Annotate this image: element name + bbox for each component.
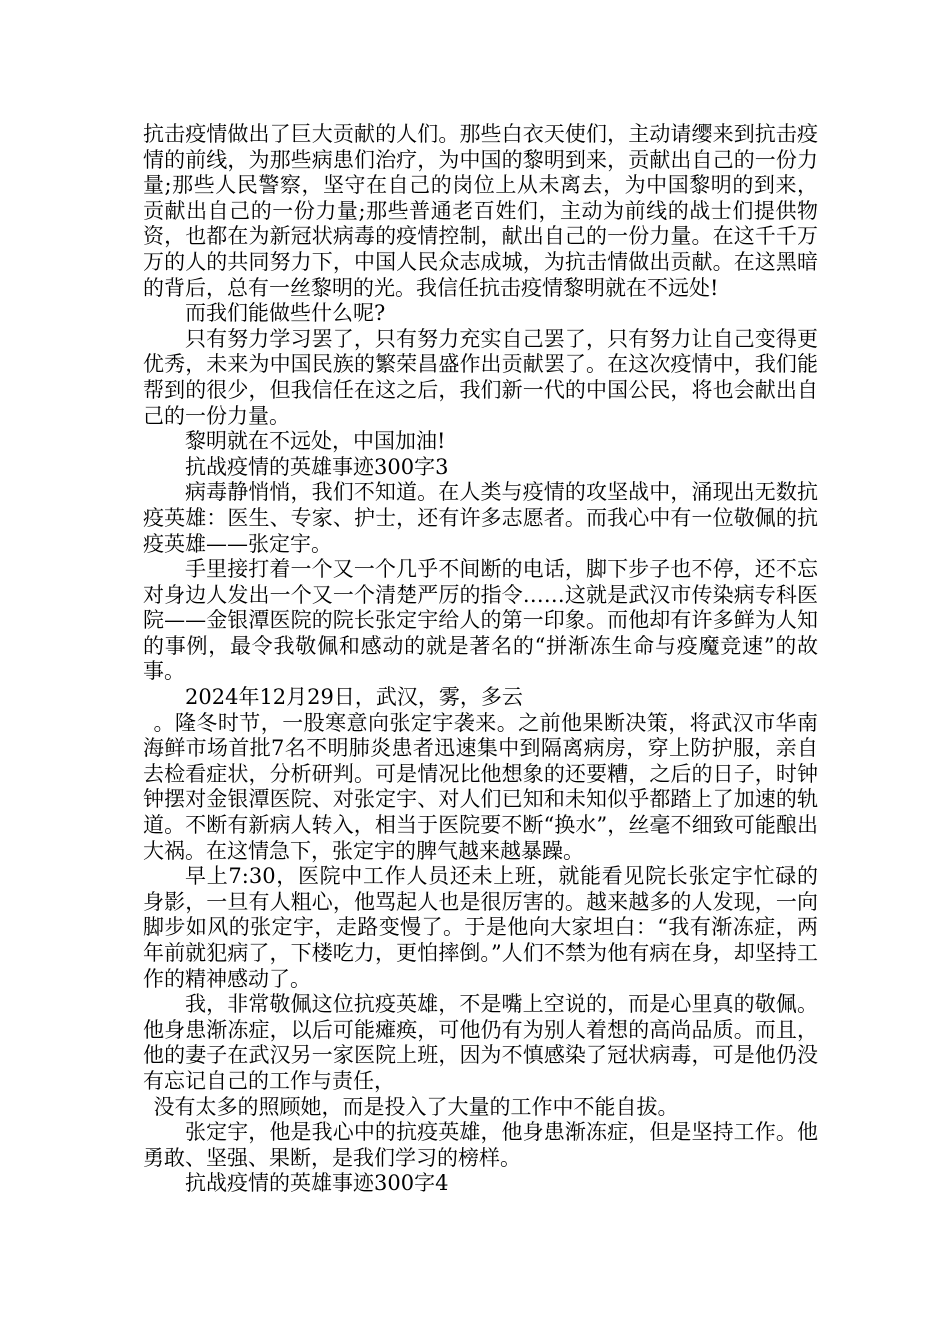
paragraph-4: 黎明就在不远处，中国加油! xyxy=(185,429,446,454)
section-heading-4: 抗战疫情的英雄事迹300字4 xyxy=(185,1171,449,1196)
paragraph-1: 抗击疫情做出了巨大贡献的人们。那些白衣天使们，主动请缨来到抗击疫情的前线，为那些病患们治疗，为中国的黎明到来，贡献出自己的一份力量;那些人民警察，坚守在自己的岗位上从未离去，为中国黎明的到来，贡献出自己的一份力量;那些普通老百姓们，主动为前线的战士们提供物资，也都在为新冠状病毒的疫情控制，献出自己的一份力量。在这千千万万的人的共同努力下，中国人民众志成城，为抗击情做出贡献。在这黑暗的背后，总有一丝黎明的光。我信任抗击疫情黎明就在不远处! xyxy=(143,122,818,300)
paragraph-13: 张定宇，他是我心中的抗疫英雄，他身患渐冻症，但是坚持工作。他勇敢、坚强、果断，是我们学习的榜样。 xyxy=(143,1120,818,1170)
date-weather-line: 2024年12月29日，武汉，雾，多云 xyxy=(185,685,523,710)
paragraph-12: 没有太多的照顾她，而是投入了大量的工作中不能自拔。 xyxy=(153,1094,679,1119)
paragraph-3: 只有努力学习罢了，只有努力充实自己罢了，只有努力让自己变得更优秀，未来为中国民族的繁荣昌盛作出贡献罢了。在这次疫情中，我们能帮到的很少，但我信任在这之后，我们新一代的中国公民，将也会献出自己的一份力量。 xyxy=(143,326,818,428)
paragraph-2: 而我们能做些什么呢? xyxy=(185,301,386,326)
paragraph-7: 手里接打着一个又一个几乎不间断的电话，脚下步子也不停，还不忘对身边人发出一个又一个清楚严厉的指令……这就是武汉市传染病专科医院——金银潭医院的院长张定宇给人的第一印象。而他却有许多鲜为人知的事例，最令我敬佩和感动的就是著名的“拼渐冻生命与疫魔竞速”的故事。 xyxy=(143,557,818,684)
paragraph-9: 。隆冬时节，一股寒意向张定宇袭来。之前他果断决策，将武汉市华南海鲜市场首批7名不明肺炎患者迅速集中到隔离病房，穿上防护服，亲自去检看症状，分析研判。可是情况比他想象的还要糟，之后的日子，时钟钟摆对金银潭医院、对张定宇、对人们已知和未知似乎都踏上了加速的轨道。不断有新病人转入，相当于医院要不断“换水”，丝毫不细致可能酿出大祸。在这情急下，张定宇的脾气越来越暴躁。 xyxy=(143,710,818,863)
document-body xyxy=(143,122,818,1197)
paragraph-11: 我，非常敬佩这位抗疫英雄，不是嘴上空说的，而是心里真的敬佩。他身患渐冻症，以后可能瘫痪，可他仍有为别人着想的高尚品质。而且，他的妻子在武汉另一家医院上班，因为不慎感染了冠状病毒，可是他仍没有忘记自己的工作与责任， xyxy=(143,992,818,1093)
paragraph-10: 早上7:30，医院中工作人员还未上班，就能看见院长张定宇忙碌的身影，一旦有人粗心，他骂起人也是很厉害的。越来越多的人发现，一向脚步如风的张定宇，走路变慢了。于是他向大家坦白：“我有渐冻症，两年前就犯病了，下楼吃力，更怕摔倒。”人们不禁为他有病在身，却坚持工作的精神感动了。 xyxy=(143,864,818,991)
paragraph-6: 病毒静悄悄，我们不知道。在人类与疫情的攻坚战中，涌现出无数抗疫英雄：医生、专家、护士，还有许多志愿者。而我心中有一位敬佩的抗疫英雄——张定宇。 xyxy=(143,480,818,556)
section-heading-3: 抗战疫情的英雄事迹300字3 xyxy=(185,454,449,479)
